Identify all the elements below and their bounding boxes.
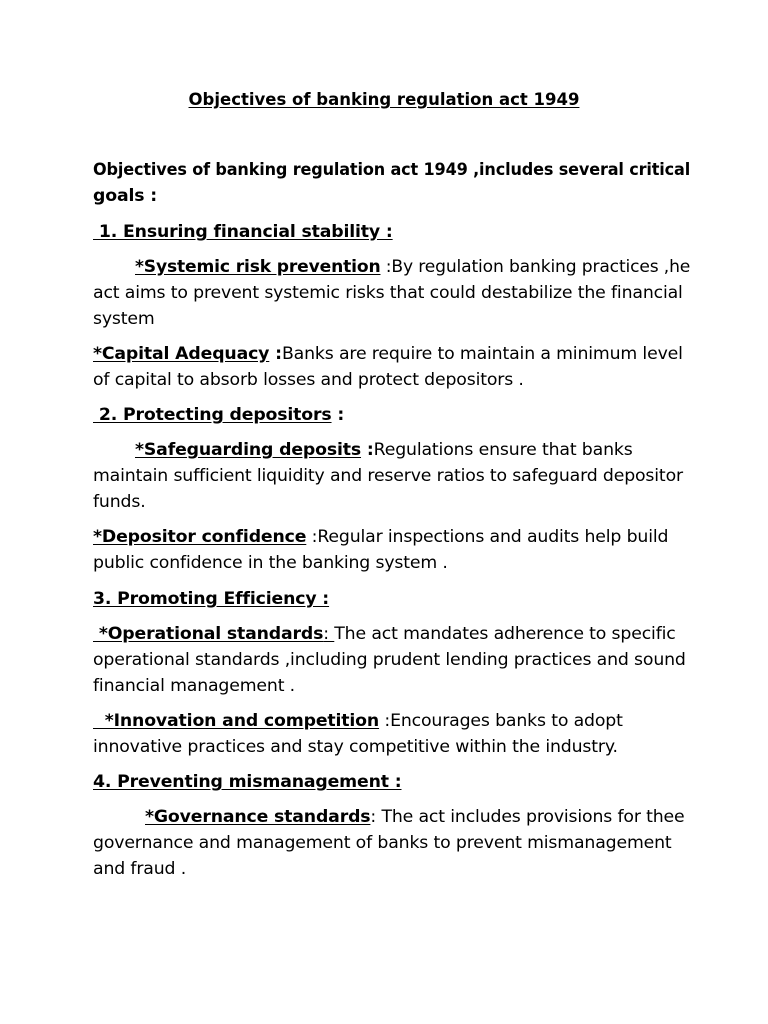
- item-separator: :: [269, 344, 282, 364]
- item-text: Encourages banks to adopt: [390, 711, 623, 731]
- item-label: *Operational standards: [93, 624, 324, 644]
- item-innovation-competition-line-2: innovative practices and stay competitive within the industry.: [93, 737, 618, 757]
- item-safeguarding-deposits-line-2: maintain sufficient liquidity and reserve ratios to safeguard depositor: [93, 466, 683, 486]
- section-4-heading: 4. Preventing mismanagement :: [93, 772, 402, 792]
- item-depositor-confidence-line-2: public confidence in the banking system .: [93, 553, 448, 573]
- item-systemic-risk: [135, 254, 690, 280]
- item-text: By regulation banking practices ,he: [391, 257, 691, 277]
- item-text: The act mandates adherence to specific: [334, 624, 676, 644]
- item-text: The act includes provisions for thee: [376, 807, 685, 827]
- item-operational-standards-line-2: operational standards ,including prudent lending practices and sound: [93, 650, 686, 670]
- item-label: *Capital Adequacy: [93, 344, 270, 364]
- item-safeguarding-deposits: [135, 437, 633, 463]
- item-operational-standards: [93, 621, 676, 647]
- item-label: *Systemic risk prevention: [135, 257, 381, 277]
- item-safeguarding-deposits-line-3: funds.: [93, 492, 146, 512]
- section-1-heading: 1. Ensuring financial stability :: [93, 222, 393, 242]
- section-3-heading: 3. Promoting Efficiency :: [93, 589, 330, 609]
- item-governance-standards-line-2: governance and management of banks to prevent mismanagement: [93, 833, 672, 853]
- item-text: Regular inspections and audits help build: [317, 527, 669, 547]
- item-separator: :: [361, 440, 374, 460]
- section-2-heading-suffix: :: [331, 405, 345, 425]
- section-2-heading: [93, 402, 344, 428]
- document-title: Objectives of banking regulation act 1949: [188, 90, 580, 109]
- item-governance-standards: [145, 804, 685, 830]
- item-text: Banks are require to maintain a minimum level: [281, 344, 683, 364]
- item-capital-adequacy-line-2: of capital to absorb losses and protect depositors .: [93, 370, 524, 390]
- item-separator: :: [380, 257, 392, 277]
- item-capital-adequacy: [93, 341, 683, 367]
- intro-line-1: Objectives of banking regulation act 1949 ,includes several critical: [93, 160, 691, 180]
- item-text: Regulations ensure that banks: [373, 440, 633, 460]
- item-governance-standards-line-3: and fraud .: [93, 859, 187, 879]
- item-separator: :: [379, 711, 391, 731]
- item-systemic-risk-line-3: system: [93, 309, 155, 329]
- item-label: *Safeguarding deposits: [135, 440, 362, 460]
- item-label: *Governance standards: [145, 807, 371, 827]
- item-operational-standards-line-3: financial management .: [93, 676, 296, 696]
- item-depositor-confidence: [93, 524, 668, 550]
- item-separator: :: [306, 527, 318, 547]
- item-innovation-competition: [93, 708, 623, 734]
- item-separator: :: [323, 624, 335, 644]
- item-label: *Depositor confidence: [93, 527, 307, 547]
- item-separator: :: [370, 807, 377, 827]
- item-label: *Innovation and competition: [93, 711, 380, 731]
- item-systemic-risk-line-2: act aims to prevent systemic risks that could destabilize the financial: [93, 283, 683, 303]
- section-2-heading-text: 2. Protecting depositors: [93, 405, 332, 425]
- intro-line-2: goals :: [93, 186, 157, 206]
